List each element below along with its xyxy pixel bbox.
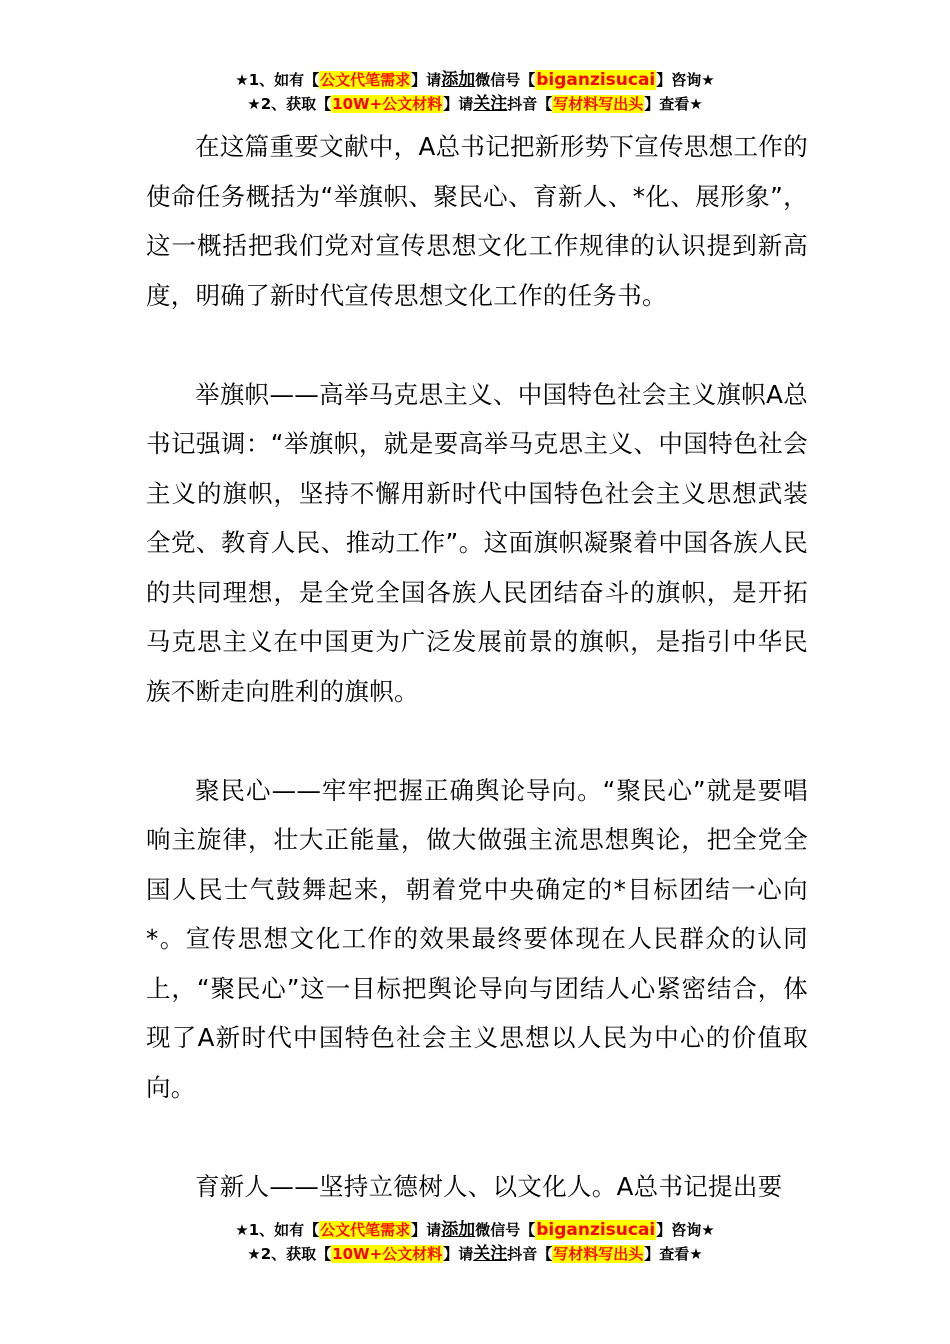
paragraph-spacer [146, 1112, 808, 1162]
highlight-text: 公文代笔需求 [320, 71, 411, 89]
banner-line-1 [0, 1218, 950, 1242]
paragraph: 聚民心——牢牢把握正确舆论导向。“聚民心”就是要唱响主旋律，壮大正能量，做大做强主流思想舆论，把全党全国人民士气鼓舞起来，朝着党中央确定的*目标团结一心向*。宣传思想文化工作的效果最终要体现在人民群众的认同上，“聚民心”这一目标把舆论导向与团结人心紧密结合，体现了A新时代中国特色社会主义思想以人民为中心的价值取向。 [146, 775, 808, 1102]
banner-text: ★2、获取【 [247, 95, 332, 113]
paragraph: 举旗帜——高举马克思主义、中国特色社会主义旗帜A总书记强调：“举旗帜，就是要高举马克思主义、中国特色社会主义的旗帜，坚持不懈用新时代中国特色社会主义思想武装全党、教育人民、推动工作”。这面旗帜凝聚着中国各族人民的共同理想，是全党全国各族人民团结奋斗的旗帜，是开拓马克思主义在中国更为广泛发展前景的旗帜，是指引中华民族不断走向胜利的旗帜。 [146, 379, 808, 706]
banner-text: 】查看★ [644, 1245, 703, 1263]
banner-text: 微信号【 [475, 1221, 536, 1239]
footer-banner [0, 1218, 950, 1266]
banner-text: 】咨询★ [656, 71, 715, 89]
banner-line-1 [0, 68, 950, 92]
paragraph-spacer [146, 320, 808, 370]
document-body [146, 122, 808, 1211]
highlight-text: 10W+公文材料 [332, 1245, 443, 1263]
banner-text: ★1、如有【 [235, 71, 320, 89]
banner-text: 】查看★ [644, 95, 703, 113]
banner-text: 抖音【 [507, 1245, 553, 1263]
emphasis-text: 关注 [473, 94, 508, 114]
banner-text: 】请 [411, 1221, 442, 1239]
paragraph: 在这篇重要文献中，A总书记把新形势下宣传思想工作的使命任务概括为“举旗帜、聚民心、育新人、*化、展形象”，这一概括把我们党对宣传思想文化工作规律的认识提到新高度，明确了新时代宣传思想文化工作的任务书。 [146, 132, 808, 310]
banner-text: 抖音【 [507, 95, 553, 113]
emphasis-text: 添加 [441, 1220, 476, 1240]
paragraph: 育新人——坚持立德树人、以文化人。A总书记提出要 [195, 1171, 783, 1201]
banner-text: 】请 [443, 1245, 474, 1263]
highlight-text: 10W+公文材料 [332, 95, 443, 113]
banner-line-2 [0, 92, 950, 116]
banner-text: 】请 [443, 95, 474, 113]
banner-line-2 [0, 1242, 950, 1266]
wechat-id: biganzisucai [536, 70, 656, 90]
highlight-text: 公文代笔需求 [320, 1221, 411, 1239]
douyin-id: 写材料写出头 [553, 1245, 644, 1263]
banner-text: 】请 [411, 71, 442, 89]
emphasis-text: 关注 [473, 1244, 508, 1264]
banner-text: ★2、获取【 [247, 1245, 332, 1263]
douyin-id: 写材料写出头 [553, 95, 644, 113]
emphasis-text: 添加 [441, 70, 476, 90]
wechat-id: biganzisucai [536, 1220, 656, 1240]
paragraph-spacer [146, 716, 808, 766]
banner-text: 微信号【 [475, 71, 536, 89]
banner-text: ★1、如有【 [235, 1221, 320, 1239]
banner-text: 】咨询★ [656, 1221, 715, 1239]
header-banner [0, 68, 950, 116]
